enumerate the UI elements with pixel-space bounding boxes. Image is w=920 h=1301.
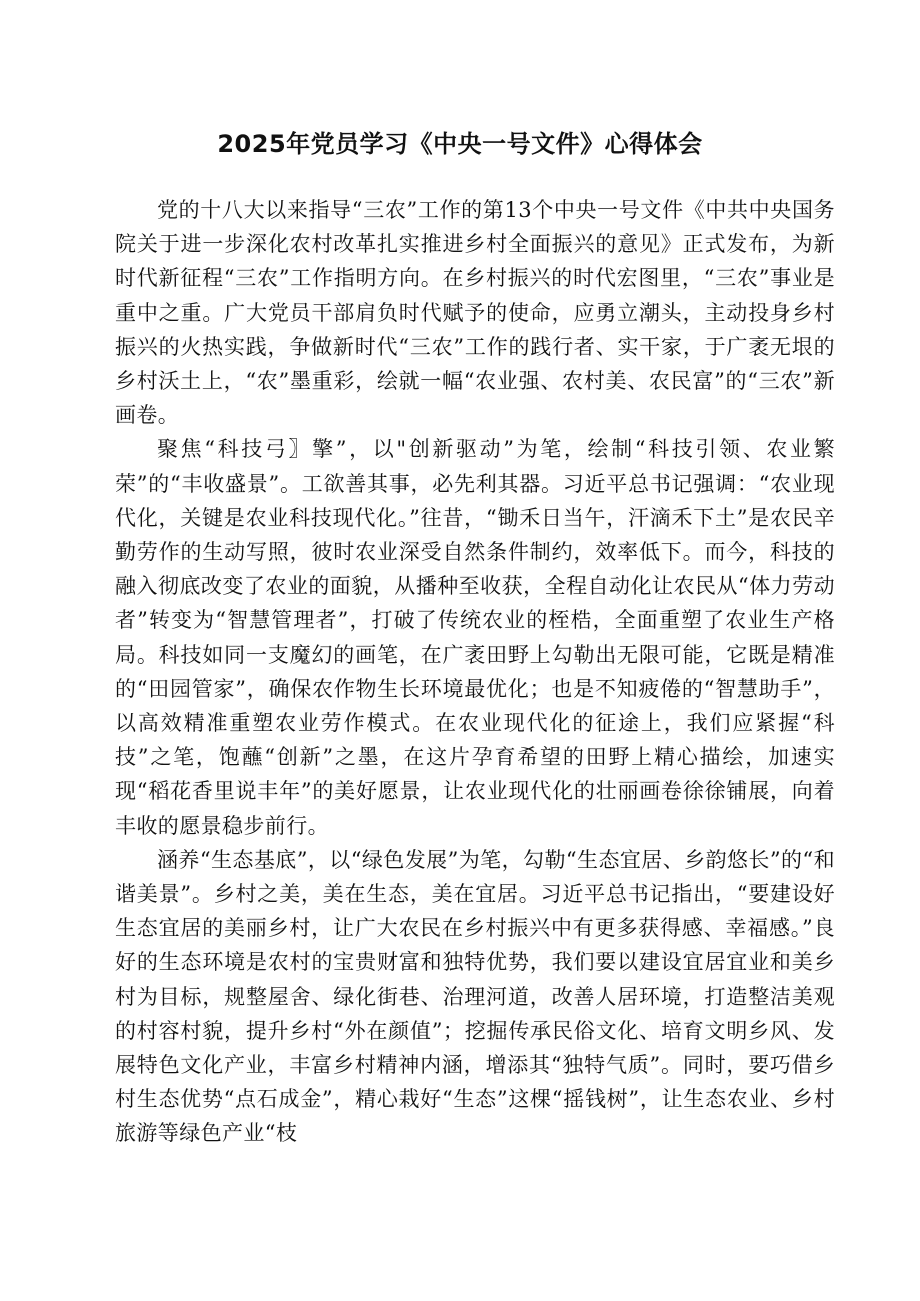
paragraph-intro: 党的十八大以来指导“三农”工作的第13个中央一号文件《中共中央国务院关于进一步深化农村改革扎实推进乡村全面振兴的意见》正式发布，为新时代新征程“三农”工作指明方向。在乡村振兴的时代宏图里，“三农”事业是重中之重。广大党员干部肩负时代赋予的使命，应勇立潮头，主动投身乡村振兴的火热实践，争做新时代“三农”工作的践行者、实干家，于广袤无垠的乡村沃土上，“农”墨重彩，绘就一幅“农业强、农村美、农民富”的“三农”新画卷。	[115, 198, 835, 428]
document-body	[115, 193, 835, 1151]
paragraph-technology: 聚焦“科技弓〗擎”，以"创新驱动”为笔，绘制“科技引领、农业繁荣”的“丰收盛景”。工欲善其事，必先利其器。习近平总书记强调：“农业现代化，关键是农业科技现代化。”往昔，“锄禾日当午，汗滴禾下土”是农民辛勤劳作的生动写照，彼时农业深受自然条件制约，效率低下。而今，科技的融入彻底改变了农业的面貌，从播种至收获，全程自动化让农民从“体力劳动者”转变为“智慧管理者”，打破了传统农业的桎梏，全面重塑了农业生产格局。科技如同一支魔幻的画笔，在广袤田野上勾勒出无限可能，它既是精准的“田园管家”，确保农作物生长环境最优化；也是不知疲倦的“智慧助手”，以高效精准重塑农业劳作模式。在农业现代化的征途上，我们应紧握“科技”之笔，饱蘸“创新”之墨，在这片孕育希望的田野上精心描绘，加速实现“稻花香里说丰年”的美好愿景，让农业现代化的壮丽画卷徐徐铺展，向着丰收的愿景稳步前行。	[115, 437, 835, 838]
document-title: 2025年党员学习《中央一号文件》心得体会	[217, 130, 703, 158]
paragraph-ecology: 涵养“生态基底”，以“绿色发展”为笔，勾勒“生态宜居、乡韵悠长”的“和谐美景”。乡村之美，美在生态，美在宜居。习近平总书记指出，“要建设好生态宜居的美丽乡村，让广大农民在乡村振兴中有更多获得感、幸福感。”良好的生态环境是农村的宝贵财富和独特优势，我们要以建设宜居宜业和美乡村为目标，规整屋舍、绿化街巷、治理河道，改善人居环境，打造整洁美观的村容村貌，提升乡村“外在颜值”；挖掘传承民俗文化、培育文明乡风、发展特色文化产业，丰富乡村精神内涵，增添其“独特气质”。同时，要巧借乡村生态优势“点石成金”，精心栽好“生态”这棵“摇钱树”，让生态农业、乡村旅游等绿色产业“枝	[115, 847, 835, 1146]
